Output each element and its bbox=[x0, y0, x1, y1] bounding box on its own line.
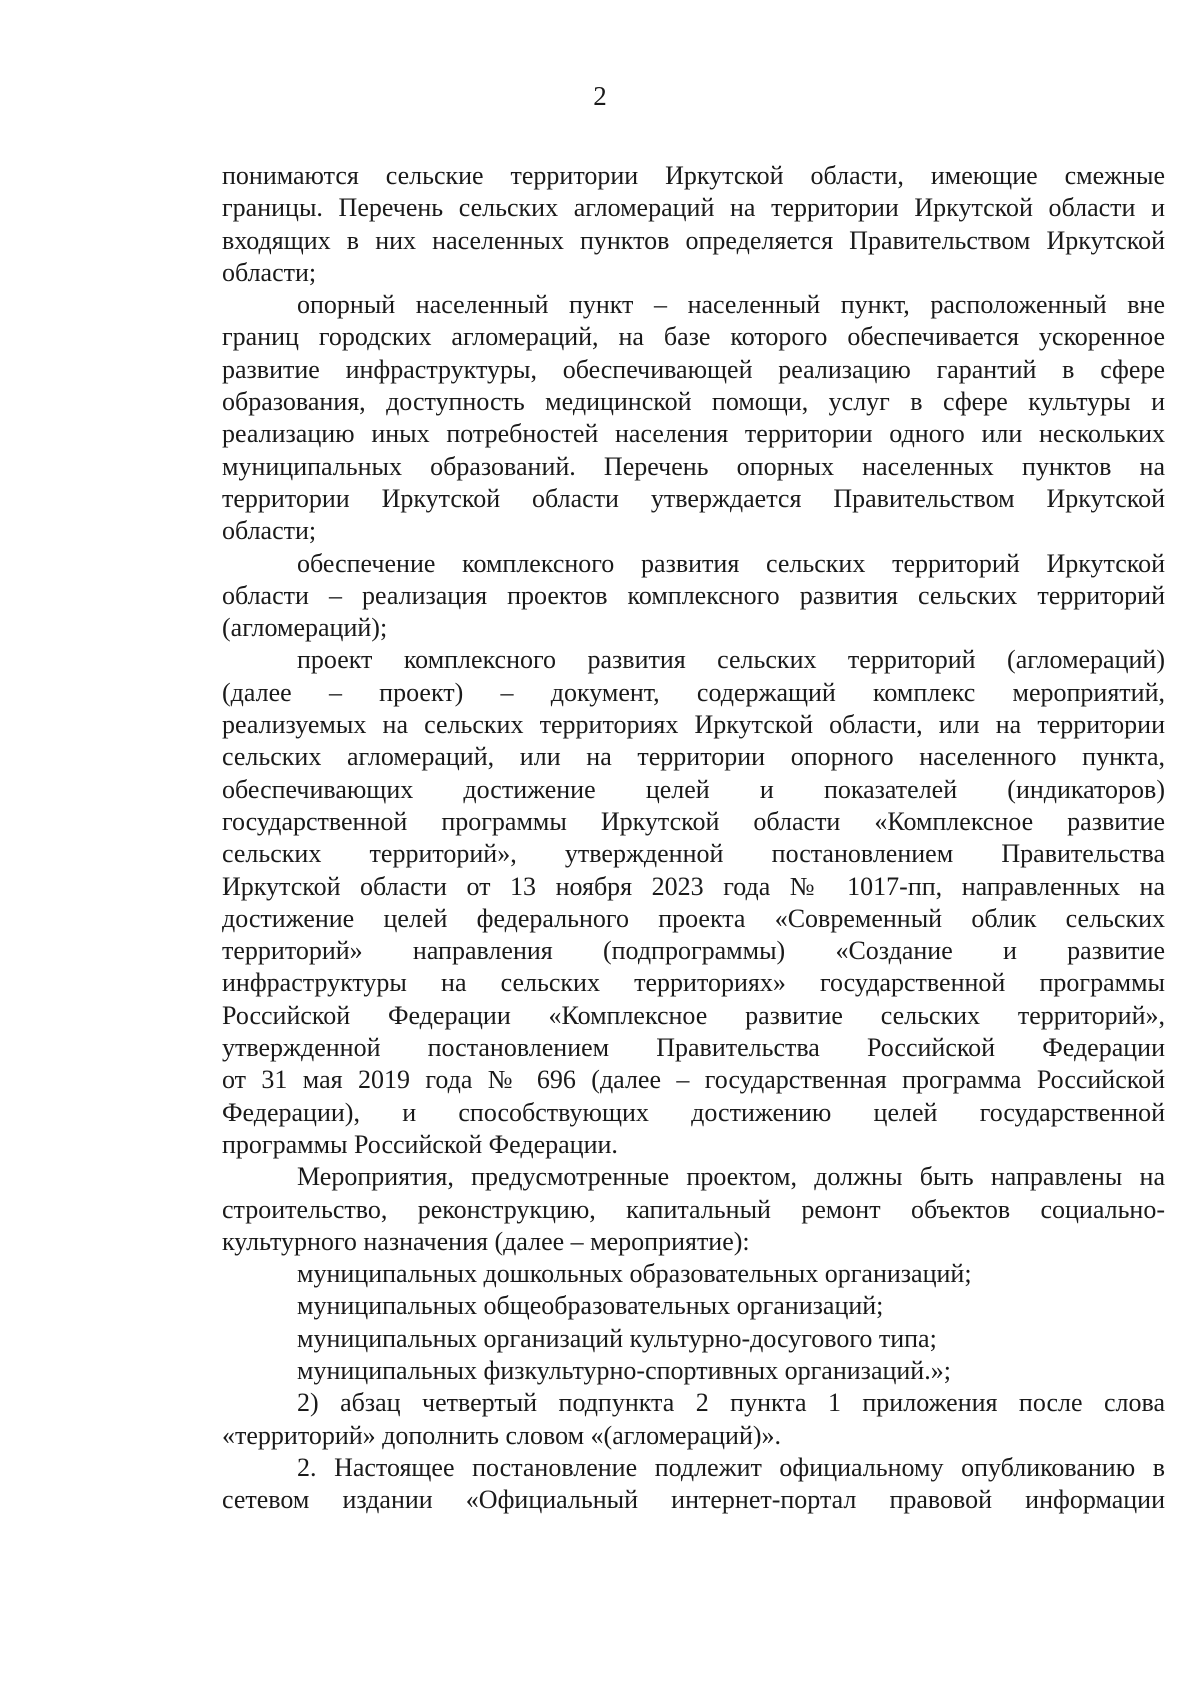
text-line: муниципальных общеобразовательных организаций; bbox=[297, 1291, 884, 1321]
text-line: сельских агломераций, или на территории опорного населенного пункта, bbox=[222, 742, 1165, 772]
text-line: Российской Федерации «Комплексное развитие сельских территорий», bbox=[222, 1000, 1165, 1030]
text-line: Иркутской области от 13 ноября 2023 года № 1017-пп, направленных на bbox=[222, 871, 1165, 901]
text-line: реализуемых на сельских территориях Иркутской области, или на территории bbox=[222, 710, 1165, 740]
text-line: культурного назначения (далее – мероприятие): bbox=[222, 1226, 750, 1256]
text-line: территории Иркутской области утверждается Правительством Иркутской bbox=[222, 483, 1165, 513]
text-line: муниципальных организаций культурно-досугового типа; bbox=[297, 1323, 937, 1353]
text-line: проект комплексного развития сельских территорий (агломераций) bbox=[297, 645, 1165, 675]
text-line: муниципальных физкультурно-спортивных организаций.»; bbox=[297, 1355, 951, 1385]
text-line: опорный населенный пункт – населенный пункт, расположенный вне bbox=[297, 290, 1165, 320]
text-line: 2. Настоящее постановление подлежит официальному опубликованию в bbox=[297, 1452, 1165, 1482]
text-line: образования, доступность медицинской помощи, услуг в сфере культуры и bbox=[222, 387, 1165, 417]
text-line: области; bbox=[222, 257, 317, 287]
text-line: территорий» направления (подпрограммы) «Создание и развитие bbox=[222, 936, 1165, 966]
text-line: государственной программы Иркутской области «Комплексное развитие bbox=[222, 806, 1165, 836]
text-line: достижение целей федерального проекта «Современный облик сельских bbox=[222, 903, 1165, 933]
text-line: области; bbox=[222, 516, 317, 546]
text-line: муниципальных дошкольных образовательных организаций; bbox=[297, 1259, 972, 1289]
document-body bbox=[222, 160, 1165, 1516]
text-line: обеспечивающих достижение целей и показателей (индикаторов) bbox=[222, 774, 1165, 804]
page-number: 2 bbox=[593, 81, 607, 111]
text-line: области – реализация проектов комплексного развития сельских территорий bbox=[222, 580, 1165, 610]
text-line: понимаются сельские территории Иркутской области, имеющие смежные bbox=[222, 161, 1165, 190]
text-line: сельских территорий», утвержденной постановлением Правительства bbox=[222, 839, 1165, 869]
text-line: 2) абзац четвертый подпункта 2 пункта 1 приложения после слова bbox=[297, 1388, 1165, 1418]
text-line: границы. Перечень сельских агломераций на территории Иркутской области и bbox=[222, 193, 1165, 223]
text-line: границ городских агломераций, на базе которого обеспечивается ускоренное bbox=[222, 322, 1165, 352]
text-line: Мероприятия, предусмотренные проектом, должны быть направлены на bbox=[297, 1162, 1165, 1192]
text-line: муниципальных образований. Перечень опорных населенных пунктов на bbox=[222, 451, 1165, 481]
text-line: развитие инфраструктуры, обеспечивающей реализацию гарантий в сфере bbox=[222, 354, 1165, 384]
text-line: Федерации), и способствующих достижению целей государственной bbox=[222, 1097, 1165, 1127]
text-line: «территорий» дополнить словом «(агломераций)». bbox=[222, 1420, 782, 1450]
text-line: утвержденной постановлением Правительства Российской Федерации bbox=[222, 1033, 1165, 1063]
text-line: строительство, реконструкцию, капитальный ремонт объектов социально- bbox=[222, 1194, 1165, 1224]
text-line: (агломераций); bbox=[222, 613, 388, 643]
text-line: обеспечение комплексного развития сельских территорий Иркутской bbox=[297, 548, 1165, 578]
text-line: входящих в них населенных пунктов определяется Правительством Иркутской bbox=[222, 225, 1165, 255]
text-line: (далее – проект) – документ, содержащий комплекс мероприятий, bbox=[222, 677, 1165, 707]
text-line: сетевом издании «Официальный интернет-портал правовой информации bbox=[222, 1485, 1165, 1515]
text-line: реализацию иных потребностей населения территории одного или нескольких bbox=[222, 419, 1165, 449]
text-line: от 31 мая 2019 года № 696 (далее – государственная программа Российской bbox=[222, 1065, 1165, 1095]
text-line: инфраструктуры на сельских территориях» государственной программы bbox=[222, 968, 1165, 998]
text-line: программы Российской Федерации. bbox=[222, 1129, 618, 1159]
